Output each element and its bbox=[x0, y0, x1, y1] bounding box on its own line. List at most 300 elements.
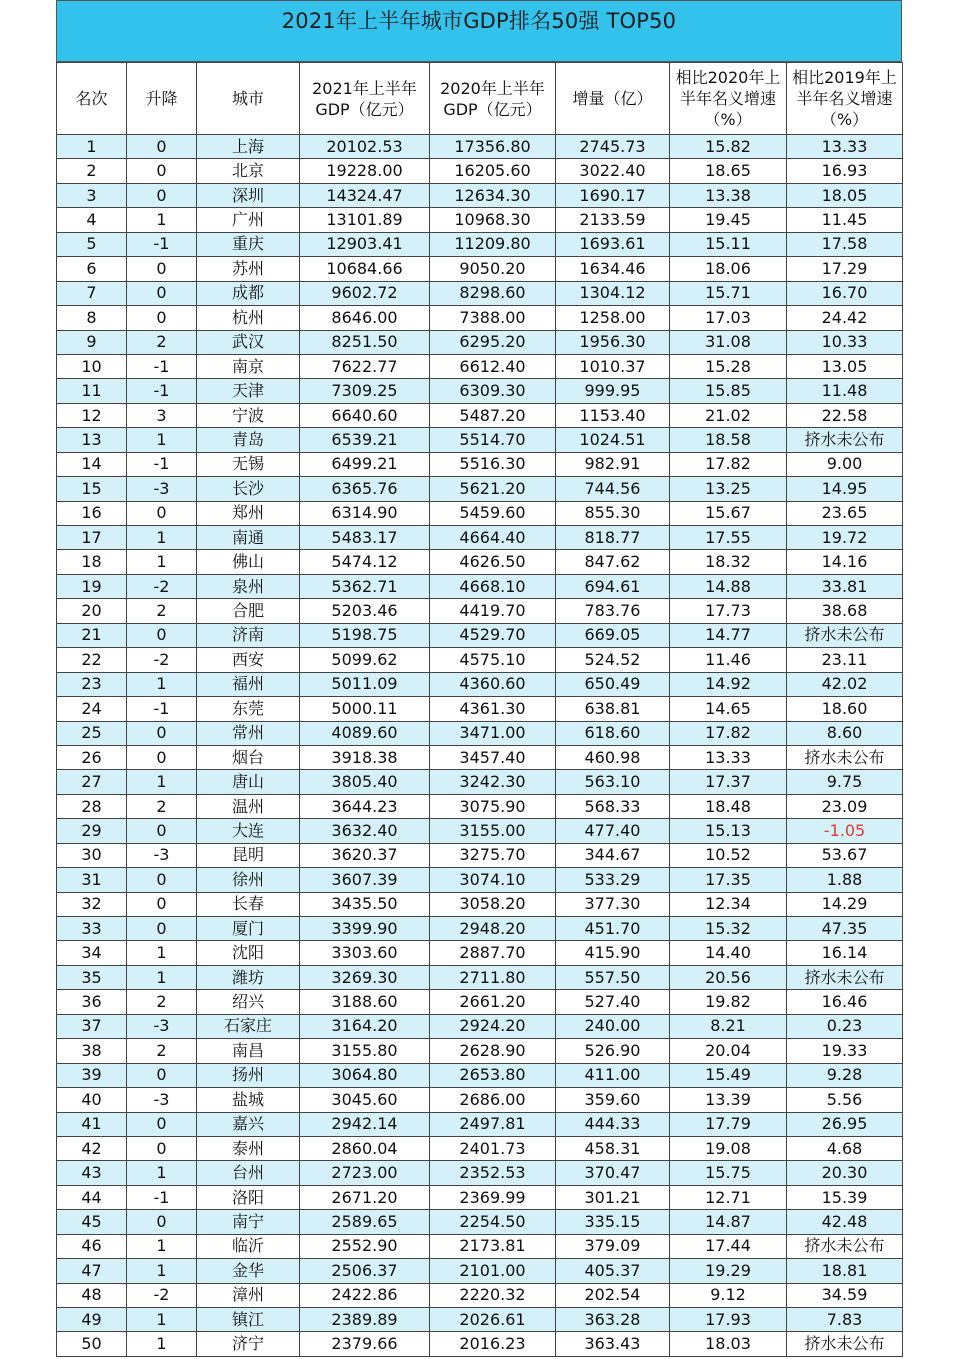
increment-cell: 1258.00 bbox=[556, 306, 670, 330]
table-row bbox=[57, 1112, 903, 1136]
gdp-2021-cell: 3064.80 bbox=[300, 1063, 430, 1087]
change-cell: 0 bbox=[127, 501, 197, 525]
header-growth-vs-2020: 相比2020年上半年名义增速（%） bbox=[670, 63, 787, 135]
growth-vs-2019-cell: 13.33 bbox=[787, 135, 903, 159]
table-row bbox=[57, 868, 903, 892]
table-row bbox=[57, 1234, 903, 1258]
growth-vs-2020-cell: 17.82 bbox=[670, 452, 787, 476]
growth-vs-2020-cell: 13.25 bbox=[670, 477, 787, 501]
increment-cell: 638.81 bbox=[556, 697, 670, 721]
increment-cell: 1153.40 bbox=[556, 403, 670, 427]
change-cell: -1 bbox=[127, 354, 197, 378]
increment-cell: 526.90 bbox=[556, 1039, 670, 1063]
change-cell: 1 bbox=[127, 526, 197, 550]
gdp-2021-cell: 3607.39 bbox=[300, 868, 430, 892]
change-cell: -2 bbox=[127, 648, 197, 672]
rank-cell: 26 bbox=[57, 745, 127, 769]
gdp-2021-cell: 5474.12 bbox=[300, 550, 430, 574]
gdp-2020-cell: 2628.90 bbox=[430, 1039, 556, 1063]
city-cell: 镇江 bbox=[197, 1308, 300, 1332]
change-cell: 1 bbox=[127, 1332, 197, 1356]
table-row bbox=[57, 452, 903, 476]
table-row bbox=[57, 281, 903, 305]
gdp-2021-cell: 3269.30 bbox=[300, 965, 430, 989]
gdp-2021-cell: 5362.71 bbox=[300, 574, 430, 598]
change-cell: 3 bbox=[127, 403, 197, 427]
change-cell: 0 bbox=[127, 745, 197, 769]
gdp-2021-cell: 13101.89 bbox=[300, 208, 430, 232]
increment-cell: 744.56 bbox=[556, 477, 670, 501]
table-row bbox=[57, 477, 903, 501]
table-row bbox=[57, 917, 903, 941]
gdp-2021-cell: 7622.77 bbox=[300, 354, 430, 378]
increment-cell: 2133.59 bbox=[556, 208, 670, 232]
city-cell: 常州 bbox=[197, 721, 300, 745]
rank-cell: 31 bbox=[57, 868, 127, 892]
growth-vs-2019-cell: 1.88 bbox=[787, 868, 903, 892]
change-cell: 0 bbox=[127, 281, 197, 305]
growth-vs-2019-cell: 16.46 bbox=[787, 990, 903, 1014]
change-cell: 0 bbox=[127, 306, 197, 330]
increment-cell: 618.60 bbox=[556, 721, 670, 745]
growth-vs-2019-cell: 19.33 bbox=[787, 1039, 903, 1063]
increment-cell: 405.37 bbox=[556, 1259, 670, 1283]
table-row bbox=[57, 843, 903, 867]
gdp-2020-cell: 6612.40 bbox=[430, 354, 556, 378]
increment-cell: 524.52 bbox=[556, 648, 670, 672]
change-cell: 0 bbox=[127, 1063, 197, 1087]
table-row bbox=[57, 892, 903, 916]
gdp-2020-cell: 3058.20 bbox=[430, 892, 556, 916]
change-cell: 0 bbox=[127, 892, 197, 916]
gdp-2020-cell: 5514.70 bbox=[430, 428, 556, 452]
table-row bbox=[57, 794, 903, 818]
table-row bbox=[57, 990, 903, 1014]
gdp-2021-cell: 14324.47 bbox=[300, 183, 430, 207]
growth-vs-2019-cell: 14.29 bbox=[787, 892, 903, 916]
gdp-2021-cell: 3188.60 bbox=[300, 990, 430, 1014]
header-row bbox=[57, 63, 903, 135]
table-row bbox=[57, 1088, 903, 1112]
gdp-2020-cell: 2661.20 bbox=[430, 990, 556, 1014]
increment-cell: 1956.30 bbox=[556, 330, 670, 354]
gdp-2020-cell: 5621.20 bbox=[430, 477, 556, 501]
change-cell: -1 bbox=[127, 232, 197, 256]
city-cell: 无锡 bbox=[197, 452, 300, 476]
gdp-2021-cell: 3164.20 bbox=[300, 1014, 430, 1038]
increment-cell: 1693.61 bbox=[556, 232, 670, 256]
growth-vs-2020-cell: 18.32 bbox=[670, 550, 787, 574]
growth-vs-2019-cell: 挤水未公布 bbox=[787, 428, 903, 452]
gdp-2020-cell: 3075.90 bbox=[430, 794, 556, 818]
increment-cell: 855.30 bbox=[556, 501, 670, 525]
growth-vs-2019-cell: 挤水未公布 bbox=[787, 745, 903, 769]
increment-cell: 694.61 bbox=[556, 574, 670, 598]
gdp-2020-cell: 4419.70 bbox=[430, 599, 556, 623]
growth-vs-2020-cell: 21.02 bbox=[670, 403, 787, 427]
table-row bbox=[57, 770, 903, 794]
city-cell: 石家庄 bbox=[197, 1014, 300, 1038]
growth-vs-2019-cell: 34.59 bbox=[787, 1283, 903, 1307]
rank-cell: 9 bbox=[57, 330, 127, 354]
gdp-2020-cell: 3471.00 bbox=[430, 721, 556, 745]
growth-vs-2020-cell: 15.75 bbox=[670, 1161, 787, 1185]
rank-cell: 1 bbox=[57, 135, 127, 159]
city-cell: 成都 bbox=[197, 281, 300, 305]
increment-cell: 460.98 bbox=[556, 745, 670, 769]
gdp-2021-cell: 4089.60 bbox=[300, 721, 430, 745]
growth-vs-2019-cell: 53.67 bbox=[787, 843, 903, 867]
table-row bbox=[57, 526, 903, 550]
ranking-sheet bbox=[56, 0, 902, 1357]
header-rank: 名次 bbox=[57, 63, 127, 135]
change-cell: 0 bbox=[127, 819, 197, 843]
gdp-2020-cell: 2686.00 bbox=[430, 1088, 556, 1112]
rank-cell: 46 bbox=[57, 1234, 127, 1258]
growth-vs-2019-cell: 17.29 bbox=[787, 257, 903, 281]
growth-vs-2020-cell: 19.29 bbox=[670, 1259, 787, 1283]
increment-cell: 377.30 bbox=[556, 892, 670, 916]
gdp-2020-cell: 4360.60 bbox=[430, 672, 556, 696]
gdp-2021-cell: 3435.50 bbox=[300, 892, 430, 916]
city-cell: 杭州 bbox=[197, 306, 300, 330]
rank-cell: 4 bbox=[57, 208, 127, 232]
table-row bbox=[57, 648, 903, 672]
growth-vs-2019-cell: 15.39 bbox=[787, 1185, 903, 1209]
growth-vs-2019-cell: 16.70 bbox=[787, 281, 903, 305]
growth-vs-2019-cell: 18.81 bbox=[787, 1259, 903, 1283]
city-cell: 烟台 bbox=[197, 745, 300, 769]
growth-vs-2020-cell: 15.85 bbox=[670, 379, 787, 403]
increment-cell: 202.54 bbox=[556, 1283, 670, 1307]
gdp-2020-cell: 10968.30 bbox=[430, 208, 556, 232]
growth-vs-2020-cell: 15.28 bbox=[670, 354, 787, 378]
gdp-2021-cell: 6365.76 bbox=[300, 477, 430, 501]
gdp-ranking-table bbox=[56, 62, 903, 1357]
gdp-2021-cell: 6640.60 bbox=[300, 403, 430, 427]
gdp-2021-cell: 6539.21 bbox=[300, 428, 430, 452]
growth-vs-2020-cell: 14.92 bbox=[670, 672, 787, 696]
growth-vs-2020-cell: 15.13 bbox=[670, 819, 787, 843]
table-row bbox=[57, 1283, 903, 1307]
rank-cell: 6 bbox=[57, 257, 127, 281]
table-row bbox=[57, 672, 903, 696]
city-cell: 天津 bbox=[197, 379, 300, 403]
table-row bbox=[57, 306, 903, 330]
gdp-2020-cell: 7388.00 bbox=[430, 306, 556, 330]
gdp-2020-cell: 2924.20 bbox=[430, 1014, 556, 1038]
gdp-2020-cell: 3074.10 bbox=[430, 868, 556, 892]
increment-cell: 2745.73 bbox=[556, 135, 670, 159]
city-cell: 济南 bbox=[197, 623, 300, 647]
table-row bbox=[57, 819, 903, 843]
gdp-2021-cell: 5198.75 bbox=[300, 623, 430, 647]
gdp-2021-cell: 12903.41 bbox=[300, 232, 430, 256]
increment-cell: 335.15 bbox=[556, 1210, 670, 1234]
growth-vs-2019-cell: 17.58 bbox=[787, 232, 903, 256]
gdp-2020-cell: 2711.80 bbox=[430, 965, 556, 989]
growth-vs-2020-cell: 17.03 bbox=[670, 306, 787, 330]
city-cell: 温州 bbox=[197, 794, 300, 818]
growth-vs-2019-cell: 38.68 bbox=[787, 599, 903, 623]
city-cell: 合肥 bbox=[197, 599, 300, 623]
gdp-2020-cell: 2887.70 bbox=[430, 941, 556, 965]
gdp-2020-cell: 4361.30 bbox=[430, 697, 556, 721]
table-row bbox=[57, 1259, 903, 1283]
increment-cell: 669.05 bbox=[556, 623, 670, 647]
change-cell: 2 bbox=[127, 599, 197, 623]
gdp-2020-cell: 12634.30 bbox=[430, 183, 556, 207]
table-row bbox=[57, 697, 903, 721]
growth-vs-2020-cell: 18.58 bbox=[670, 428, 787, 452]
gdp-2021-cell: 5000.11 bbox=[300, 697, 430, 721]
rank-cell: 13 bbox=[57, 428, 127, 452]
change-cell: -3 bbox=[127, 1088, 197, 1112]
gdp-2021-cell: 6314.90 bbox=[300, 501, 430, 525]
increment-cell: 458.31 bbox=[556, 1136, 670, 1160]
increment-cell: 363.28 bbox=[556, 1308, 670, 1332]
increment-cell: 557.50 bbox=[556, 965, 670, 989]
growth-vs-2020-cell: 19.45 bbox=[670, 208, 787, 232]
rank-cell: 44 bbox=[57, 1185, 127, 1209]
change-cell: -1 bbox=[127, 452, 197, 476]
rank-cell: 19 bbox=[57, 574, 127, 598]
change-cell: 0 bbox=[127, 1210, 197, 1234]
gdp-2021-cell: 3399.90 bbox=[300, 917, 430, 941]
gdp-2021-cell: 3620.37 bbox=[300, 843, 430, 867]
city-cell: 扬州 bbox=[197, 1063, 300, 1087]
growth-vs-2019-cell: 挤水未公布 bbox=[787, 1332, 903, 1356]
rank-cell: 37 bbox=[57, 1014, 127, 1038]
growth-vs-2019-cell: 42.02 bbox=[787, 672, 903, 696]
growth-vs-2019-cell: 23.65 bbox=[787, 501, 903, 525]
increment-cell: 444.33 bbox=[556, 1112, 670, 1136]
growth-vs-2020-cell: 17.35 bbox=[670, 868, 787, 892]
city-cell: 漳州 bbox=[197, 1283, 300, 1307]
growth-vs-2020-cell: 17.82 bbox=[670, 721, 787, 745]
growth-vs-2019-cell: 22.58 bbox=[787, 403, 903, 427]
city-cell: 盐城 bbox=[197, 1088, 300, 1112]
increment-cell: 533.29 bbox=[556, 868, 670, 892]
growth-vs-2019-cell: 23.11 bbox=[787, 648, 903, 672]
city-cell: 洛阳 bbox=[197, 1185, 300, 1209]
change-cell: 1 bbox=[127, 1161, 197, 1185]
rank-cell: 36 bbox=[57, 990, 127, 1014]
city-cell: 泰州 bbox=[197, 1136, 300, 1160]
table-row bbox=[57, 965, 903, 989]
change-cell: -3 bbox=[127, 843, 197, 867]
increment-cell: 527.40 bbox=[556, 990, 670, 1014]
change-cell: -3 bbox=[127, 477, 197, 501]
growth-vs-2020-cell: 14.65 bbox=[670, 697, 787, 721]
increment-cell: 363.43 bbox=[556, 1332, 670, 1356]
gdp-2021-cell: 2723.00 bbox=[300, 1161, 430, 1185]
table-row bbox=[57, 1136, 903, 1160]
table-row bbox=[57, 135, 903, 159]
city-cell: 南京 bbox=[197, 354, 300, 378]
city-cell: 嘉兴 bbox=[197, 1112, 300, 1136]
increment-cell: 999.95 bbox=[556, 379, 670, 403]
growth-vs-2020-cell: 13.38 bbox=[670, 183, 787, 207]
city-cell: 东莞 bbox=[197, 697, 300, 721]
growth-vs-2020-cell: 17.93 bbox=[670, 1308, 787, 1332]
table-row bbox=[57, 428, 903, 452]
change-cell: 0 bbox=[127, 623, 197, 647]
growth-vs-2019-cell: 14.95 bbox=[787, 477, 903, 501]
increment-cell: 3022.40 bbox=[556, 159, 670, 183]
growth-vs-2020-cell: 18.48 bbox=[670, 794, 787, 818]
change-cell: 1 bbox=[127, 941, 197, 965]
gdp-2020-cell: 2497.81 bbox=[430, 1112, 556, 1136]
gdp-2021-cell: 3632.40 bbox=[300, 819, 430, 843]
rank-cell: 5 bbox=[57, 232, 127, 256]
growth-vs-2020-cell: 14.77 bbox=[670, 623, 787, 647]
gdp-2021-cell: 5203.46 bbox=[300, 599, 430, 623]
table-row bbox=[57, 159, 903, 183]
table-row bbox=[57, 1161, 903, 1185]
growth-vs-2019-cell: 18.05 bbox=[787, 183, 903, 207]
growth-vs-2019-cell: 16.14 bbox=[787, 941, 903, 965]
growth-vs-2019-cell: 4.68 bbox=[787, 1136, 903, 1160]
rank-cell: 49 bbox=[57, 1308, 127, 1332]
gdp-2021-cell: 2552.90 bbox=[300, 1234, 430, 1258]
city-cell: 厦门 bbox=[197, 917, 300, 941]
rank-cell: 32 bbox=[57, 892, 127, 916]
rank-cell: 7 bbox=[57, 281, 127, 305]
city-cell: 沈阳 bbox=[197, 941, 300, 965]
growth-vs-2019-cell: 11.45 bbox=[787, 208, 903, 232]
table-row bbox=[57, 1039, 903, 1063]
change-cell: 2 bbox=[127, 794, 197, 818]
change-cell: 0 bbox=[127, 917, 197, 941]
gdp-2021-cell: 8251.50 bbox=[300, 330, 430, 354]
rank-cell: 18 bbox=[57, 550, 127, 574]
gdp-2020-cell: 4575.10 bbox=[430, 648, 556, 672]
city-cell: 临沂 bbox=[197, 1234, 300, 1258]
gdp-2020-cell: 6309.30 bbox=[430, 379, 556, 403]
table-row bbox=[57, 1185, 903, 1209]
growth-vs-2020-cell: 31.08 bbox=[670, 330, 787, 354]
rank-cell: 10 bbox=[57, 354, 127, 378]
change-cell: 1 bbox=[127, 965, 197, 989]
table-row bbox=[57, 232, 903, 256]
city-cell: 济宁 bbox=[197, 1332, 300, 1356]
change-cell: -1 bbox=[127, 379, 197, 403]
city-cell: 徐州 bbox=[197, 868, 300, 892]
growth-vs-2019-cell: 挤水未公布 bbox=[787, 1234, 903, 1258]
gdp-2020-cell: 2948.20 bbox=[430, 917, 556, 941]
increment-cell: 1010.37 bbox=[556, 354, 670, 378]
gdp-2020-cell: 3275.70 bbox=[430, 843, 556, 867]
growth-vs-2019-cell: 16.93 bbox=[787, 159, 903, 183]
growth-vs-2020-cell: 17.37 bbox=[670, 770, 787, 794]
increment-cell: 1634.46 bbox=[556, 257, 670, 281]
growth-vs-2020-cell: 19.82 bbox=[670, 990, 787, 1014]
gdp-2021-cell: 3045.60 bbox=[300, 1088, 430, 1112]
growth-vs-2019-cell: 19.72 bbox=[787, 526, 903, 550]
growth-vs-2019-cell: 24.42 bbox=[787, 306, 903, 330]
growth-vs-2020-cell: 14.40 bbox=[670, 941, 787, 965]
rank-cell: 29 bbox=[57, 819, 127, 843]
header-city: 城市 bbox=[197, 63, 300, 135]
growth-vs-2019-cell: 8.60 bbox=[787, 721, 903, 745]
rank-cell: 3 bbox=[57, 183, 127, 207]
increment-cell: 240.00 bbox=[556, 1014, 670, 1038]
increment-cell: 370.47 bbox=[556, 1161, 670, 1185]
increment-cell: 783.76 bbox=[556, 599, 670, 623]
table-row bbox=[57, 623, 903, 647]
city-cell: 长沙 bbox=[197, 477, 300, 501]
change-cell: 2 bbox=[127, 990, 197, 1014]
change-cell: 0 bbox=[127, 159, 197, 183]
gdp-2021-cell: 3644.23 bbox=[300, 794, 430, 818]
gdp-2020-cell: 5516.30 bbox=[430, 452, 556, 476]
growth-vs-2020-cell: 20.56 bbox=[670, 965, 787, 989]
rank-cell: 22 bbox=[57, 648, 127, 672]
table-row bbox=[57, 501, 903, 525]
rank-cell: 38 bbox=[57, 1039, 127, 1063]
change-cell: 1 bbox=[127, 428, 197, 452]
change-cell: 2 bbox=[127, 1039, 197, 1063]
header-gdp-2020: 2020年上半年GDP（亿元） bbox=[430, 63, 556, 135]
growth-vs-2020-cell: 11.46 bbox=[670, 648, 787, 672]
city-cell: 佛山 bbox=[197, 550, 300, 574]
gdp-2021-cell: 9602.72 bbox=[300, 281, 430, 305]
rank-cell: 48 bbox=[57, 1283, 127, 1307]
city-cell: 唐山 bbox=[197, 770, 300, 794]
gdp-2020-cell: 11209.80 bbox=[430, 232, 556, 256]
table-title: 2021年上半年城市GDP排名50强 TOP50 bbox=[281, 9, 677, 33]
gdp-2020-cell: 2026.61 bbox=[430, 1308, 556, 1332]
growth-vs-2020-cell: 20.04 bbox=[670, 1039, 787, 1063]
growth-vs-2020-cell: 15.67 bbox=[670, 501, 787, 525]
rank-cell: 20 bbox=[57, 599, 127, 623]
rank-cell: 43 bbox=[57, 1161, 127, 1185]
growth-vs-2020-cell: 15.32 bbox=[670, 917, 787, 941]
gdp-2021-cell: 2942.14 bbox=[300, 1112, 430, 1136]
gdp-2020-cell: 6295.20 bbox=[430, 330, 556, 354]
gdp-2021-cell: 2422.86 bbox=[300, 1283, 430, 1307]
increment-cell: 344.67 bbox=[556, 843, 670, 867]
header-change: 升降 bbox=[127, 63, 197, 135]
city-cell: 西安 bbox=[197, 648, 300, 672]
rank-cell: 45 bbox=[57, 1210, 127, 1234]
gdp-2021-cell: 5099.62 bbox=[300, 648, 430, 672]
city-cell: 潍坊 bbox=[197, 965, 300, 989]
growth-vs-2020-cell: 8.21 bbox=[670, 1014, 787, 1038]
rank-cell: 35 bbox=[57, 965, 127, 989]
gdp-2020-cell: 9050.20 bbox=[430, 257, 556, 281]
growth-vs-2019-cell: 18.60 bbox=[787, 697, 903, 721]
change-cell: -2 bbox=[127, 574, 197, 598]
gdp-2021-cell: 2506.37 bbox=[300, 1259, 430, 1283]
city-cell: 上海 bbox=[197, 135, 300, 159]
gdp-2020-cell: 17356.80 bbox=[430, 135, 556, 159]
city-cell: 南昌 bbox=[197, 1039, 300, 1063]
gdp-2020-cell: 5459.60 bbox=[430, 501, 556, 525]
city-cell: 南通 bbox=[197, 526, 300, 550]
rank-cell: 16 bbox=[57, 501, 127, 525]
growth-vs-2020-cell: 15.82 bbox=[670, 135, 787, 159]
growth-vs-2019-cell: 14.16 bbox=[787, 550, 903, 574]
rank-cell: 42 bbox=[57, 1136, 127, 1160]
change-cell: 1 bbox=[127, 1259, 197, 1283]
gdp-2021-cell: 2389.89 bbox=[300, 1308, 430, 1332]
change-cell: 1 bbox=[127, 770, 197, 794]
growth-vs-2020-cell: 17.73 bbox=[670, 599, 787, 623]
rank-cell: 50 bbox=[57, 1332, 127, 1356]
rank-cell: 30 bbox=[57, 843, 127, 867]
